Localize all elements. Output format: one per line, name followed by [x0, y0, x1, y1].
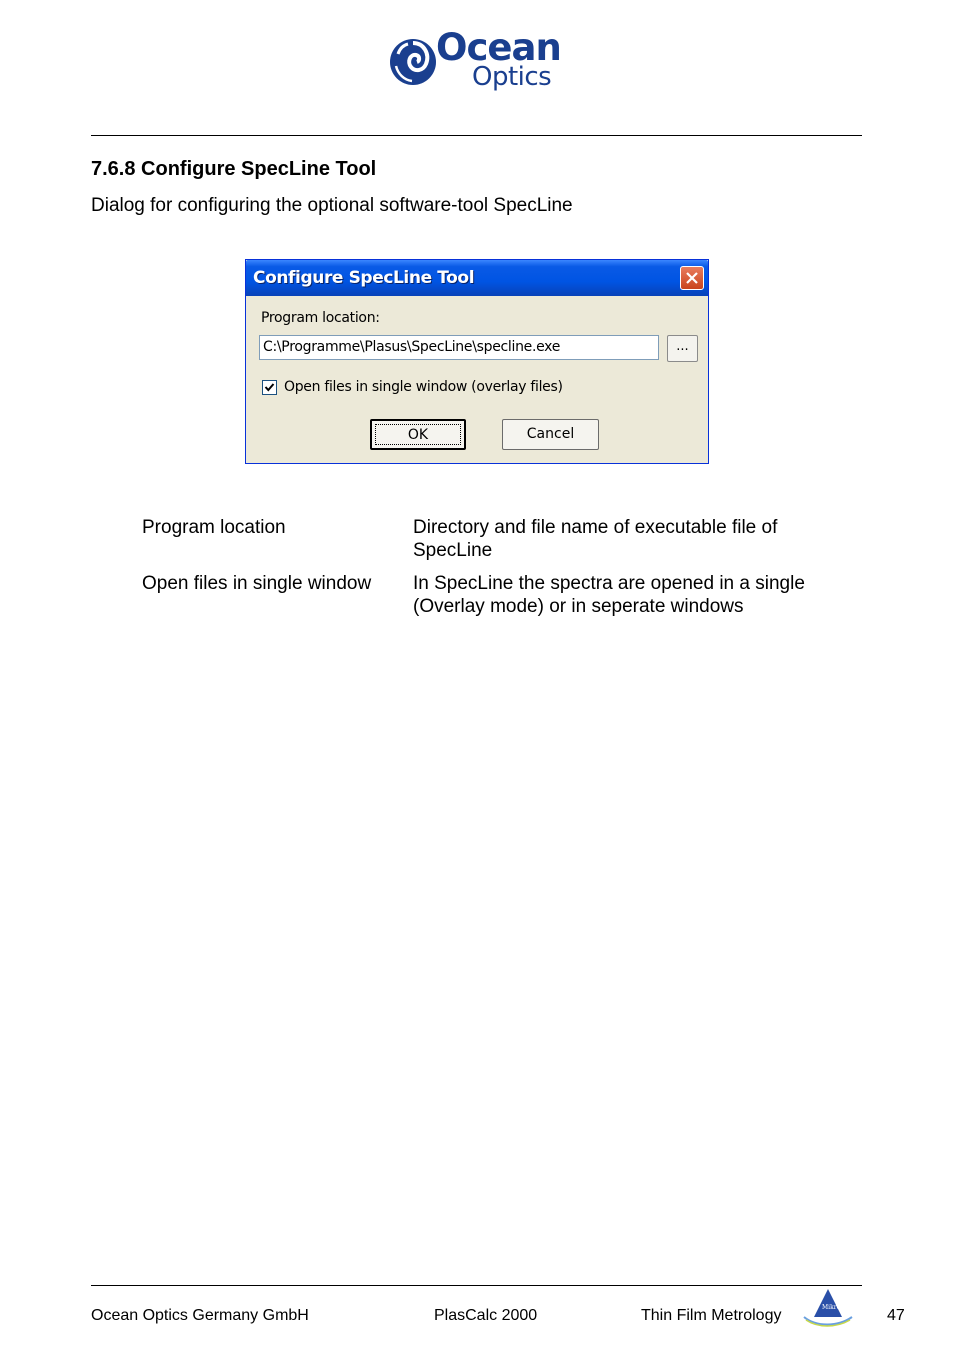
footer-topic: Thin Film Metrology	[641, 1307, 782, 1324]
single-window-checkbox[interactable]	[262, 380, 277, 395]
description-definition: Directory and file name of executable file of SpecLine	[413, 517, 778, 561]
logo-word-ocean: Ocean	[436, 26, 561, 69]
configure-specline-dialog	[245, 259, 709, 464]
footer-rule	[91, 1285, 862, 1286]
ok-button-label: OK	[407, 427, 429, 443]
program-location-label: Program location:	[261, 310, 380, 326]
close-icon	[686, 272, 698, 284]
mikropack-logo-text: Mikropack	[822, 1304, 855, 1311]
dialog-title: Configure SpecLine Tool	[253, 268, 475, 288]
description-definition: In SpecLine the spectra are opened in a single (Overlay mode) or in seperate windows	[413, 573, 805, 617]
program-location-input[interactable]: C:\Programme\Plasus\SpecLine\specline.exe	[259, 335, 659, 360]
close-button[interactable]	[680, 266, 704, 290]
dialog-titlebar[interactable]	[246, 260, 708, 296]
logo-word-optics: Optics	[472, 62, 552, 92]
header-rule	[91, 135, 862, 136]
description-term: Program location	[142, 517, 286, 538]
mikropack-logo-icon	[802, 1287, 858, 1327]
ok-button[interactable]	[370, 419, 466, 450]
single-window-checkbox-label[interactable]: Open files in single window (overlay files)	[284, 379, 563, 395]
footer-company: Ocean Optics Germany GmbH	[91, 1307, 309, 1324]
footer-product: PlasCalc 2000	[434, 1307, 538, 1324]
section-intro: Dialog for configuring the optional software-tool SpecLine	[91, 195, 573, 216]
page-number: 47	[887, 1307, 905, 1324]
browse-button[interactable]: ...	[667, 335, 698, 362]
cancel-button[interactable]: Cancel	[502, 419, 599, 450]
ocean-optics-swirl-icon	[388, 28, 438, 96]
ocean-optics-logo	[388, 28, 568, 100]
section-heading: 7.6.8 Configure SpecLine Tool	[91, 158, 377, 180]
description-term: Open files in single window	[142, 573, 372, 594]
checkmark-icon	[264, 382, 275, 393]
